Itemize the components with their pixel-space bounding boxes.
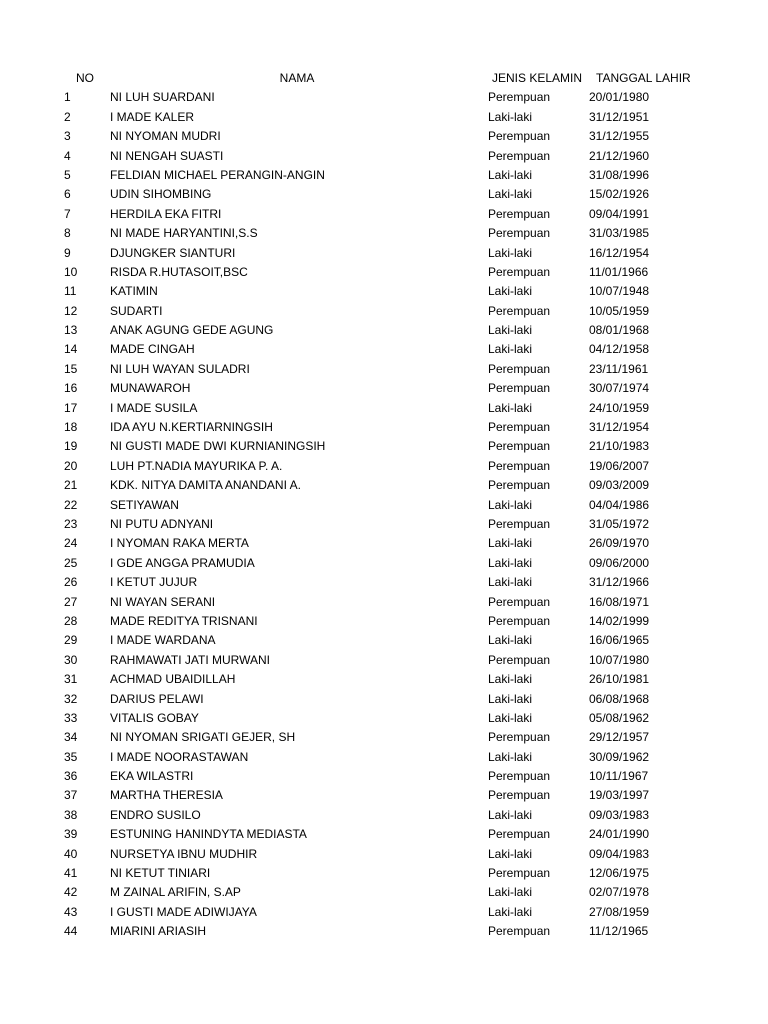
cell-jenis-kelamin: Laki-laki — [488, 400, 533, 415]
cell-nama: IDA AYU N.KERTIARNINGSIH — [110, 420, 273, 435]
cell-jenis-kelamin: Laki-laki — [488, 187, 533, 202]
cell-tanggal-lahir: 16/06/1965 — [589, 633, 650, 648]
cell-jenis-kelamin: Laki-laki — [488, 167, 533, 182]
cell-nama: VITALIS GOBAY — [110, 710, 199, 725]
cell-nama: I MADE KALER — [110, 109, 195, 124]
cell-nama: MADE CINGAH — [110, 342, 195, 357]
cell-no: 25 — [64, 555, 78, 570]
cell-tanggal-lahir: 04/12/1958 — [589, 342, 650, 357]
cell-tanggal-lahir: 31/12/1951 — [589, 109, 650, 124]
cell-nama: NI LUH SUARDANI — [110, 90, 215, 105]
cell-tanggal-lahir: 05/08/1962 — [589, 710, 650, 725]
table-row — [0, 496, 768, 515]
table-row — [0, 224, 768, 243]
cell-jenis-kelamin: Perempuan — [488, 769, 551, 784]
cell-tanggal-lahir: 26/10/1981 — [589, 672, 650, 687]
cell-nama: ANAK AGUNG GEDE AGUNG — [110, 323, 274, 338]
cell-nama: KDK. NITYA DAMITA ANANDANI A. — [110, 478, 301, 493]
cell-nama: HERDILA EKA FITRI — [110, 206, 222, 221]
cell-jenis-kelamin: Laki-laki — [488, 342, 533, 357]
cell-jenis-kelamin: Perempuan — [488, 420, 551, 435]
cell-nama: MARTHA THERESIA — [110, 788, 223, 803]
cell-jenis-kelamin: Laki-laki — [488, 846, 533, 861]
table-row — [0, 825, 768, 844]
cell-no: 24 — [64, 536, 78, 551]
cell-no: 15 — [64, 361, 78, 376]
cell-no: 29 — [64, 633, 78, 648]
table-row — [0, 728, 768, 747]
table-row — [0, 340, 768, 359]
cell-no: 8 — [64, 226, 71, 241]
cell-tanggal-lahir: 26/09/1970 — [589, 536, 650, 551]
table-row — [0, 573, 768, 592]
header-jenis-kelamin: JENIS KELAMIN — [492, 71, 583, 85]
cell-no: 22 — [64, 497, 78, 512]
cell-jenis-kelamin: Laki-laki — [488, 245, 533, 260]
cell-jenis-kelamin: Perempuan — [488, 439, 551, 454]
cell-nama: ACHMAD UBAIDILLAH — [110, 672, 236, 687]
cell-jenis-kelamin: Laki-laki — [488, 904, 533, 919]
cell-jenis-kelamin: Perempuan — [488, 381, 551, 396]
cell-no: 21 — [64, 478, 78, 493]
cell-nama: DJUNGKER SIANTURI — [110, 245, 236, 260]
cell-tanggal-lahir: 29/12/1957 — [589, 730, 650, 745]
cell-jenis-kelamin: Laki-laki — [488, 536, 533, 551]
cell-tanggal-lahir: 02/07/1978 — [589, 885, 650, 900]
cell-nama: MUNAWAROH — [110, 381, 191, 396]
cell-no: 11 — [64, 284, 77, 299]
table-row — [0, 631, 768, 650]
cell-jenis-kelamin: Perempuan — [488, 924, 551, 939]
cell-tanggal-lahir: 23/11/1961 — [589, 361, 649, 376]
cell-tanggal-lahir: 09/06/2000 — [589, 555, 650, 570]
cell-jenis-kelamin: Laki-laki — [488, 555, 533, 570]
cell-jenis-kelamin: Perempuan — [488, 866, 551, 881]
cell-tanggal-lahir: 16/08/1971 — [589, 594, 650, 609]
table-row — [0, 709, 768, 728]
cell-nama: NI NYOMAN MUDRI — [110, 129, 221, 144]
cell-jenis-kelamin: Perempuan — [488, 148, 551, 163]
table-row — [0, 690, 768, 709]
table-row — [0, 360, 768, 379]
cell-nama: KATIMIN — [110, 284, 158, 299]
table-row — [0, 748, 768, 767]
cell-tanggal-lahir: 14/02/1999 — [589, 613, 650, 628]
cell-jenis-kelamin: Laki-laki — [488, 885, 533, 900]
cell-nama: RISDA R.HUTASOIT,BSC — [110, 264, 248, 279]
table-row — [0, 147, 768, 166]
cell-tanggal-lahir: 30/07/1974 — [589, 381, 650, 396]
cell-jenis-kelamin: Perempuan — [488, 303, 551, 318]
table-row — [0, 612, 768, 631]
cell-no: 26 — [64, 575, 78, 590]
cell-tanggal-lahir: 21/10/1983 — [589, 439, 650, 454]
table-row — [0, 244, 768, 263]
cell-no: 6 — [64, 187, 71, 202]
cell-nama: SETIYAWAN — [110, 497, 179, 512]
cell-tanggal-lahir: 06/08/1968 — [589, 691, 650, 706]
cell-tanggal-lahir: 19/03/1997 — [589, 788, 650, 803]
table-row — [0, 437, 768, 456]
cell-nama: I MADE WARDANA — [110, 633, 216, 648]
cell-jenis-kelamin: Perempuan — [488, 613, 551, 628]
cell-no: 4 — [64, 148, 71, 163]
cell-tanggal-lahir: 31/03/1985 — [589, 226, 650, 241]
table-row — [0, 302, 768, 321]
cell-no: 10 — [64, 264, 78, 279]
cell-jenis-kelamin: Perempuan — [488, 206, 551, 221]
cell-nama: MIARINI ARIASIH — [110, 924, 207, 939]
cell-jenis-kelamin: Perempuan — [488, 264, 551, 279]
cell-nama: NURSETYA IBNU MUDHIR — [110, 846, 258, 861]
cell-no: 32 — [64, 691, 78, 706]
cell-no: 41 — [64, 866, 78, 881]
table-row — [0, 922, 768, 941]
table-row — [0, 883, 768, 902]
table-row — [0, 593, 768, 612]
cell-tanggal-lahir: 04/04/1986 — [589, 497, 650, 512]
header-tanggal-lahir: TANGGAL LAHIR — [596, 71, 691, 85]
cell-jenis-kelamin: Perempuan — [488, 129, 551, 144]
cell-no: 2 — [64, 109, 71, 124]
cell-jenis-kelamin: Laki-laki — [488, 807, 533, 822]
cell-no: 34 — [64, 730, 78, 745]
table-row — [0, 282, 768, 301]
cell-no: 9 — [64, 245, 71, 260]
cell-no: 1 — [64, 90, 71, 105]
cell-nama: ENDRO SUSILO — [110, 807, 201, 822]
data-table — [0, 69, 768, 942]
header-no: NO — [76, 71, 94, 85]
cell-jenis-kelamin: Laki-laki — [488, 323, 533, 338]
cell-tanggal-lahir: 12/06/1975 — [589, 866, 650, 881]
cell-no: 12 — [64, 303, 78, 318]
table-row — [0, 786, 768, 805]
cell-no: 19 — [64, 439, 78, 454]
cell-tanggal-lahir: 30/09/1962 — [589, 749, 650, 764]
cell-nama: LUH PT.NADIA MAYURIKA P. A. — [110, 458, 283, 473]
cell-tanggal-lahir: 20/01/1980 — [589, 90, 650, 105]
cell-jenis-kelamin: Laki-laki — [488, 633, 533, 648]
cell-jenis-kelamin: Perempuan — [488, 652, 551, 667]
cell-tanggal-lahir: 08/01/1968 — [589, 323, 650, 338]
cell-nama: NI NYOMAN SRIGATI GEJER, SH — [110, 730, 296, 745]
cell-nama: NI PUTU ADNYANI — [110, 516, 214, 531]
table-row — [0, 399, 768, 418]
cell-no: 30 — [64, 652, 78, 667]
cell-no: 28 — [64, 613, 78, 628]
cell-jenis-kelamin: Laki-laki — [488, 284, 533, 299]
table-row — [0, 127, 768, 146]
header-nama: NAMA — [279, 71, 315, 85]
cell-jenis-kelamin: Perempuan — [488, 90, 551, 105]
cell-nama: EKA WILASTRI — [110, 769, 194, 784]
cell-tanggal-lahir: 09/04/1991 — [589, 206, 650, 221]
cell-jenis-kelamin: Perempuan — [488, 516, 551, 531]
cell-jenis-kelamin: Laki-laki — [488, 497, 533, 512]
cell-tanggal-lahir: 31/05/1972 — [589, 516, 650, 531]
cell-no: 37 — [64, 788, 78, 803]
cell-nama: I GUSTI MADE ADIWIJAYA — [110, 904, 257, 919]
cell-nama: M ZAINAL ARIFIN, S.AP — [110, 885, 241, 900]
cell-tanggal-lahir: 31/08/1996 — [589, 167, 650, 182]
cell-no: 35 — [64, 749, 78, 764]
table-row — [0, 166, 768, 185]
cell-no: 36 — [64, 769, 78, 784]
cell-no: 17 — [64, 400, 78, 415]
cell-no: 38 — [64, 807, 78, 822]
cell-nama: I KETUT JUJUR — [110, 575, 198, 590]
cell-nama: NI NENGAH SUASTI — [110, 148, 224, 163]
cell-tanggal-lahir: 09/03/1983 — [589, 807, 650, 822]
cell-nama: NI MADE HARYANTINI,S.S — [110, 226, 258, 241]
cell-no: 3 — [64, 129, 71, 144]
cell-jenis-kelamin: Perempuan — [488, 458, 551, 473]
table-row — [0, 263, 768, 282]
cell-jenis-kelamin: Perempuan — [488, 226, 551, 241]
cell-jenis-kelamin: Laki-laki — [488, 749, 533, 764]
table-row — [0, 534, 768, 553]
cell-no: 40 — [64, 846, 78, 861]
table-row — [0, 767, 768, 786]
cell-jenis-kelamin: Laki-laki — [488, 672, 533, 687]
table-row — [0, 864, 768, 883]
cell-tanggal-lahir: 15/02/1926 — [589, 187, 650, 202]
cell-no: 23 — [64, 516, 78, 531]
cell-no: 42 — [64, 885, 78, 900]
cell-nama: I MADE NOORASTAWAN — [110, 749, 249, 764]
cell-tanggal-lahir: 10/05/1959 — [589, 303, 650, 318]
cell-tanggal-lahir: 09/04/1983 — [589, 846, 650, 861]
cell-tanggal-lahir: 10/07/1948 — [589, 284, 650, 299]
cell-tanggal-lahir: 16/12/1954 — [589, 245, 650, 260]
table-row — [0, 476, 768, 495]
table-row — [0, 845, 768, 864]
cell-jenis-kelamin: Perempuan — [488, 788, 551, 803]
cell-no: 44 — [64, 924, 78, 939]
cell-jenis-kelamin: Perempuan — [488, 827, 551, 842]
cell-nama: DARIUS PELAWI — [110, 691, 204, 706]
table-row — [0, 88, 768, 107]
cell-nama: I MADE SUSILA — [110, 400, 198, 415]
table-body — [0, 88, 768, 941]
cell-no: 5 — [64, 167, 71, 182]
cell-tanggal-lahir: 31/12/1966 — [589, 575, 650, 590]
cell-tanggal-lahir: 11/12/1965 — [589, 924, 649, 939]
cell-jenis-kelamin: Perempuan — [488, 478, 551, 493]
cell-nama: NI KETUT TINIARI — [110, 866, 211, 881]
cell-nama: NI LUH WAYAN SULADRI — [110, 361, 250, 376]
cell-nama: NI WAYAN SERANI — [110, 594, 216, 609]
cell-tanggal-lahir: 10/07/1980 — [589, 652, 650, 667]
cell-no: 14 — [64, 342, 78, 357]
cell-jenis-kelamin: Perempuan — [488, 594, 551, 609]
cell-no: 33 — [64, 710, 78, 725]
table-row — [0, 321, 768, 340]
cell-no: 20 — [64, 458, 78, 473]
cell-nama: SUDARTI — [110, 303, 163, 318]
table-row — [0, 806, 768, 825]
cell-jenis-kelamin: Perempuan — [488, 361, 551, 376]
cell-nama: I NYOMAN RAKA MERTA — [110, 536, 249, 551]
cell-nama: MADE REDITYA TRISNANI — [110, 613, 258, 628]
cell-no: 27 — [64, 594, 78, 609]
cell-nama: FELDIAN MICHAEL PERANGIN-ANGIN — [110, 167, 325, 182]
table-row — [0, 554, 768, 573]
cell-no: 43 — [64, 904, 78, 919]
cell-no: 39 — [64, 827, 78, 842]
cell-tanggal-lahir: 31/12/1955 — [589, 129, 650, 144]
cell-tanggal-lahir: 31/12/1954 — [589, 420, 650, 435]
table-row — [0, 205, 768, 224]
cell-tanggal-lahir: 27/08/1959 — [589, 904, 650, 919]
table-row — [0, 418, 768, 437]
cell-jenis-kelamin: Laki-laki — [488, 710, 533, 725]
cell-nama: NI GUSTI MADE DWI KURNIANINGSIH — [110, 439, 326, 454]
table-row — [0, 185, 768, 204]
table-row — [0, 670, 768, 689]
cell-tanggal-lahir: 10/11/1967 — [589, 769, 649, 784]
cell-tanggal-lahir: 09/03/2009 — [589, 478, 650, 493]
cell-no: 16 — [64, 381, 78, 396]
table-row — [0, 515, 768, 534]
cell-jenis-kelamin: Laki-laki — [488, 109, 533, 124]
table-header — [0, 69, 768, 88]
cell-jenis-kelamin: Perempuan — [488, 730, 551, 745]
cell-no: 31 — [64, 672, 78, 687]
table-row — [0, 108, 768, 127]
table-row — [0, 457, 768, 476]
cell-no: 13 — [64, 323, 78, 338]
table-row — [0, 651, 768, 670]
cell-tanggal-lahir: 19/06/2007 — [589, 458, 650, 473]
cell-nama: RAHMAWATI JATI MURWANI — [110, 652, 270, 667]
cell-tanggal-lahir: 21/12/1960 — [589, 148, 650, 163]
cell-no: 18 — [64, 420, 78, 435]
cell-tanggal-lahir: 24/10/1959 — [589, 400, 650, 415]
table-row — [0, 379, 768, 398]
cell-jenis-kelamin: Laki-laki — [488, 691, 533, 706]
table-row — [0, 903, 768, 922]
cell-no: 7 — [64, 206, 71, 221]
cell-nama: I GDE ANGGA PRAMUDIA — [110, 555, 255, 570]
cell-nama: UDIN SIHOMBING — [110, 187, 212, 202]
cell-tanggal-lahir: 11/01/1966 — [589, 264, 649, 279]
cell-jenis-kelamin: Laki-laki — [488, 575, 533, 590]
cell-tanggal-lahir: 24/01/1990 — [589, 827, 650, 842]
cell-nama: ESTUNING HANINDYTA MEDIASTA — [110, 827, 307, 842]
